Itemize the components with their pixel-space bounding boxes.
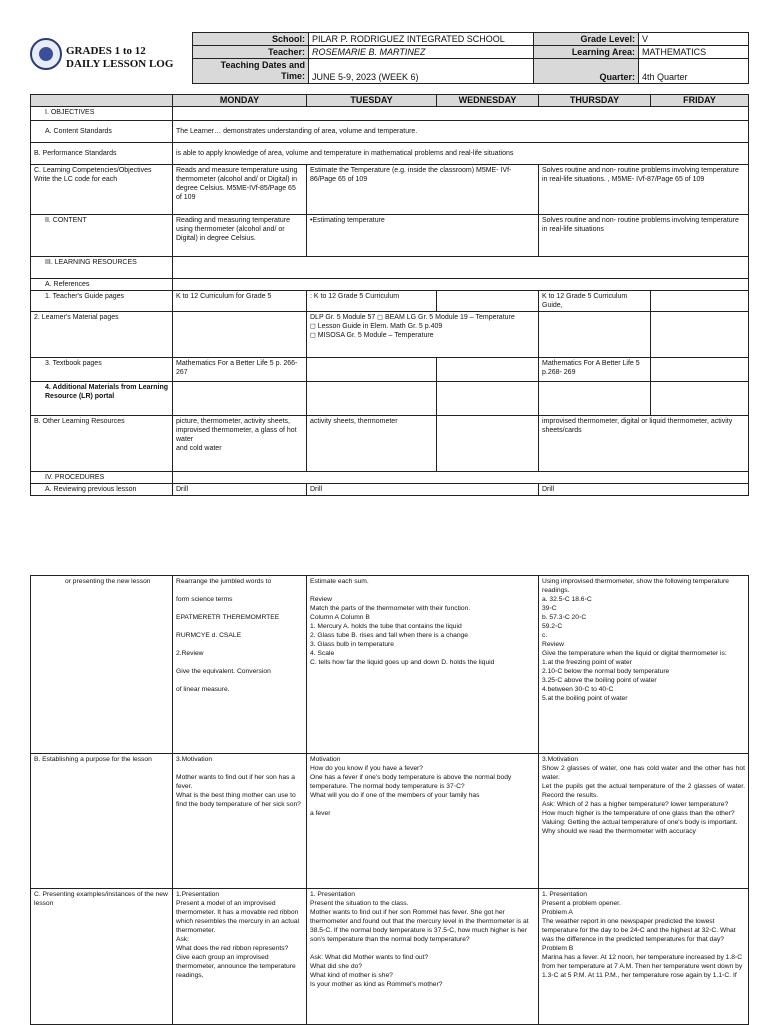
additional-materials-label: 4. Additional Materials from Learning Resource (LR) portal: [31, 382, 173, 416]
procedures-label: IV. PROCEDURES: [31, 472, 173, 484]
quarter-value: 4th Quarter: [639, 59, 749, 84]
competencies-label: C. Learning Competencies/Objectives Write the LC code for each: [31, 165, 173, 215]
purpose-thursday: 3.Motivation Show 2 glasses of water, one has cold water and the other has hot water. Let the pupils get the actual temperature of the 2 glasses of water. Record the results. Ask: Which of 2 has a higher temperature? lower temperature? How much higher is the temperature of one glass than the other? Valuing: Getting the actual temperature of one's body is important. Why should we read the thermometer with accuracy: [539, 754, 749, 889]
additional-materials-friday: [651, 382, 749, 416]
content-thursday: Solves routine and non- routine problems involving temperature in real-life situations: [539, 215, 749, 257]
content-standards-label: A. Content Standards: [31, 121, 173, 143]
grade-label: Grade Level:: [534, 33, 639, 46]
teachers-guide-wednesday: [437, 291, 539, 312]
learners-material-monday: [173, 312, 307, 358]
other-resources-label: B. Other Learning Resources: [31, 416, 173, 472]
additional-materials-wednesday: [437, 382, 539, 416]
additional-materials-monday: [173, 382, 307, 416]
teachers-guide-monday: K to 12 Curriculum for Grade 5: [173, 291, 307, 312]
procedures-cell: [173, 472, 749, 484]
quarter-label: Quarter:: [534, 59, 639, 84]
performance-standards-value: is able to apply knowledge of area, volume and temperature in mathematical problems and real-life situations: [173, 143, 749, 165]
form-title-line2: DAILY LESSON LOG: [66, 58, 174, 70]
other-resources-monday: picture, thermometer, activity sheets, improvised thermometer, a glass of hot water and cold water: [173, 416, 307, 472]
teacher-value: ROSEMARIE B. MARTINEZ: [309, 46, 534, 59]
other-resources-tuesday: activity sheets, thermometer: [307, 416, 437, 472]
form-title-line1: GRADES 1 to 12: [66, 45, 146, 57]
purpose-tuesday: Motivation How do you know if you have a fever? One has a fever if one's body temperature is above the normal body temperature. The normal body temperature is 37◦C? What will you do if one of the members of your family has a fever: [307, 754, 539, 889]
competencies-tuesday: Estimate the Temperature (e.g. inside the classroom) M5ME- IVf-86/Page 65 of 109: [307, 165, 539, 215]
corner-cell: [31, 95, 173, 107]
reviewing-label: A. Reviewing previous lesson: [31, 484, 173, 496]
school-label: School:: [193, 33, 309, 46]
other-resources-wednesday: [437, 416, 539, 472]
learners-material-friday: [651, 312, 749, 358]
competencies-monday: Reads and measure temperature using thermometer (alcohol and/ or Digital) in degree Celsius. M5ME-IVf-85/Page 65 of 109: [173, 165, 307, 215]
textbook-tuesday: [307, 358, 437, 382]
dates-value: JUNE 5-9, 2023 (WEEK 6): [309, 59, 534, 84]
presenting-lesson-tuesday: Estimate each sum. Review Match the parts of the thermometer with their function. Column A Column B 1. Mercury A. holds the tube that contains the liquid 2. Glass tube B. rises and fall when there is a change 3. Glass bulb in temperature 4. Scale C. tells how far the liquid goes up and down D. holds the liquid: [307, 576, 539, 754]
textbook-friday: [651, 358, 749, 382]
examples-label: C. Presenting examples/instances of the new lesson: [31, 889, 173, 1025]
examples-monday: 1.Presentation Present a model of an improvised thermometer. It has a movable red ribbon which resembles the mercury in an actual thermometer. Ask: What does the red ribbon represents? Give each group an improvised thermometer, announce the temperature readings,: [173, 889, 307, 1025]
examples-thursday: 1. Presentation Present a problem opener. Problem A The weather report in one newspaper predicted the lowest temperature for the day to be 24◦C and the highest at 32◦C. What was the difference in the predicted temperatures for that day? Problem B Marina has a fever. At 12 noon, her temperature increased by 1.8◦C from her temperature at 7 A.M. Then her temperature went down by 1.3◦C at 5 P.M. At 11 P.M., her temperature rose again by 1.1◦C. If: [539, 889, 749, 1025]
presenting-lesson-label: or presenting the new lesson: [31, 576, 173, 754]
references-cell: [173, 279, 749, 291]
teachers-guide-label: 1. Teacher's Guide pages: [31, 291, 173, 312]
competencies-thursday: Solves routine and non- routine problems involving temperature in real-life situations. , M5ME- IVf-87/Page 65 of 109: [539, 165, 749, 215]
reviewing-tuesday: Drill: [307, 484, 539, 496]
teachers-guide-thursday: K to 12 Grade 5 Curriculum Guide,: [539, 291, 651, 312]
grade-value: V: [639, 33, 749, 46]
learners-material-label: 2. Learner's Material pages: [31, 312, 173, 358]
objectives-cell: [173, 107, 749, 121]
learners-material-thursday: [539, 312, 651, 358]
area-value: MATHEMATICS: [639, 46, 749, 59]
learners-material-tuesday: DLP Gr. 5 Module 57 ◻ BEAM LG Gr. 5 Module 19 – Temperature ◻ Lesson Guide in Elem. Math Gr. 5 p.409 ◻ MISOSA Gr. 5 Module – Temperature: [307, 312, 539, 358]
day-monday: MONDAY: [173, 95, 307, 107]
objectives-heading: I. OBJECTIVES: [31, 107, 173, 121]
lesson-log-table-page2: [30, 575, 749, 1025]
other-resources-thursday: improvised thermometer, digital or liquid thermometer, activity sheets/cards: [539, 416, 749, 472]
content-standards-value: The Learner… demonstrates understanding of area, volume and temperature.: [173, 121, 749, 143]
teachers-guide-friday: [651, 291, 749, 312]
additional-materials-tuesday: [307, 382, 437, 416]
teachers-guide-tuesday: : K to 12 Grade 5 Curriculum: [307, 291, 437, 312]
additional-materials-thursday: [539, 382, 651, 416]
area-label: Learning Area:: [534, 46, 639, 59]
content-monday: Reading and measuring temperature using thermometer (alcohol and/ or Digital) in degree Celsius.: [173, 215, 307, 257]
lesson-log-table-page1: [30, 94, 749, 496]
learning-resources-label: III. LEARNING RESOURCES: [31, 257, 173, 279]
performance-standards-label: B. Performance Standards: [31, 143, 173, 165]
day-friday: FRIDAY: [651, 95, 749, 107]
examples-tuesday: 1. Presentation Present the situation to the class. Mother wants to find out if her son Rommel has fever. She got her thermometer and found out that the mercury level in the thermometer is at 38.5◦C. If the normal body temperature is 37.5◦C, how much higher is her son's temperature than the normal body temperature? Ask: What did Mother wants to find out? What did she do? What kind of mother is she? Is your mother as kind as Rommel's mother?: [307, 889, 539, 1025]
day-thursday: THURSDAY: [539, 95, 651, 107]
learning-resources-cell: [173, 257, 749, 279]
deped-seal-icon: [30, 38, 62, 70]
day-tuesday: TUESDAY: [307, 95, 437, 107]
form-title: [66, 45, 173, 71]
content-label: II. CONTENT: [31, 215, 173, 257]
textbook-wednesday: [437, 358, 539, 382]
purpose-label: B. Establishing a purpose for the lesson: [31, 754, 173, 889]
teacher-label: Teacher:: [193, 46, 309, 59]
dates-label: Teaching Dates and Time:: [193, 59, 309, 84]
presenting-lesson-monday: Rearrange the jumbled words to form science terms EPATMERETR THEREMOMRTEE RURMCYE d. CSALE 2.Review Give the equivalent. Conversion of linear measure.: [173, 576, 307, 754]
textbook-label: 3. Textbook pages: [31, 358, 173, 382]
reviewing-monday: Drill: [173, 484, 307, 496]
school-value: PILAR P. RODRIGUEZ INTEGRATED SCHOOL: [309, 33, 534, 46]
content-tuesday: •Estimating temperature: [307, 215, 539, 257]
header-table: [192, 32, 749, 84]
references-label: A. References: [31, 279, 173, 291]
purpose-monday: 3.Motivation Mother wants to find out if her son has a fever. What is the best thing mother can use to find the body temperature of her sick son?: [173, 754, 307, 889]
textbook-thursday: Mathematics For A Better Life 5 p.268- 269: [539, 358, 651, 382]
textbook-monday: Mathematics For a Better Life 5 p. 266- 267: [173, 358, 307, 382]
day-wednesday: WEDNESDAY: [437, 95, 539, 107]
reviewing-thursday: Drill: [539, 484, 749, 496]
presenting-lesson-thursday: Using improvised thermometer, show the following temperature readings. a. 32.5◦C 18.6◦C 39◦C b. 57.3◦C 20◦C 59.2◦C c. Review Give the temperature when the liquid or digital thermometer is: 1.at the freezing point of water 2.10◦C below the normal body temperature 3.25◦C above the boiling point of water 4.between 30◦C to 40◦C 5.at the boiling point of water: [539, 576, 749, 754]
